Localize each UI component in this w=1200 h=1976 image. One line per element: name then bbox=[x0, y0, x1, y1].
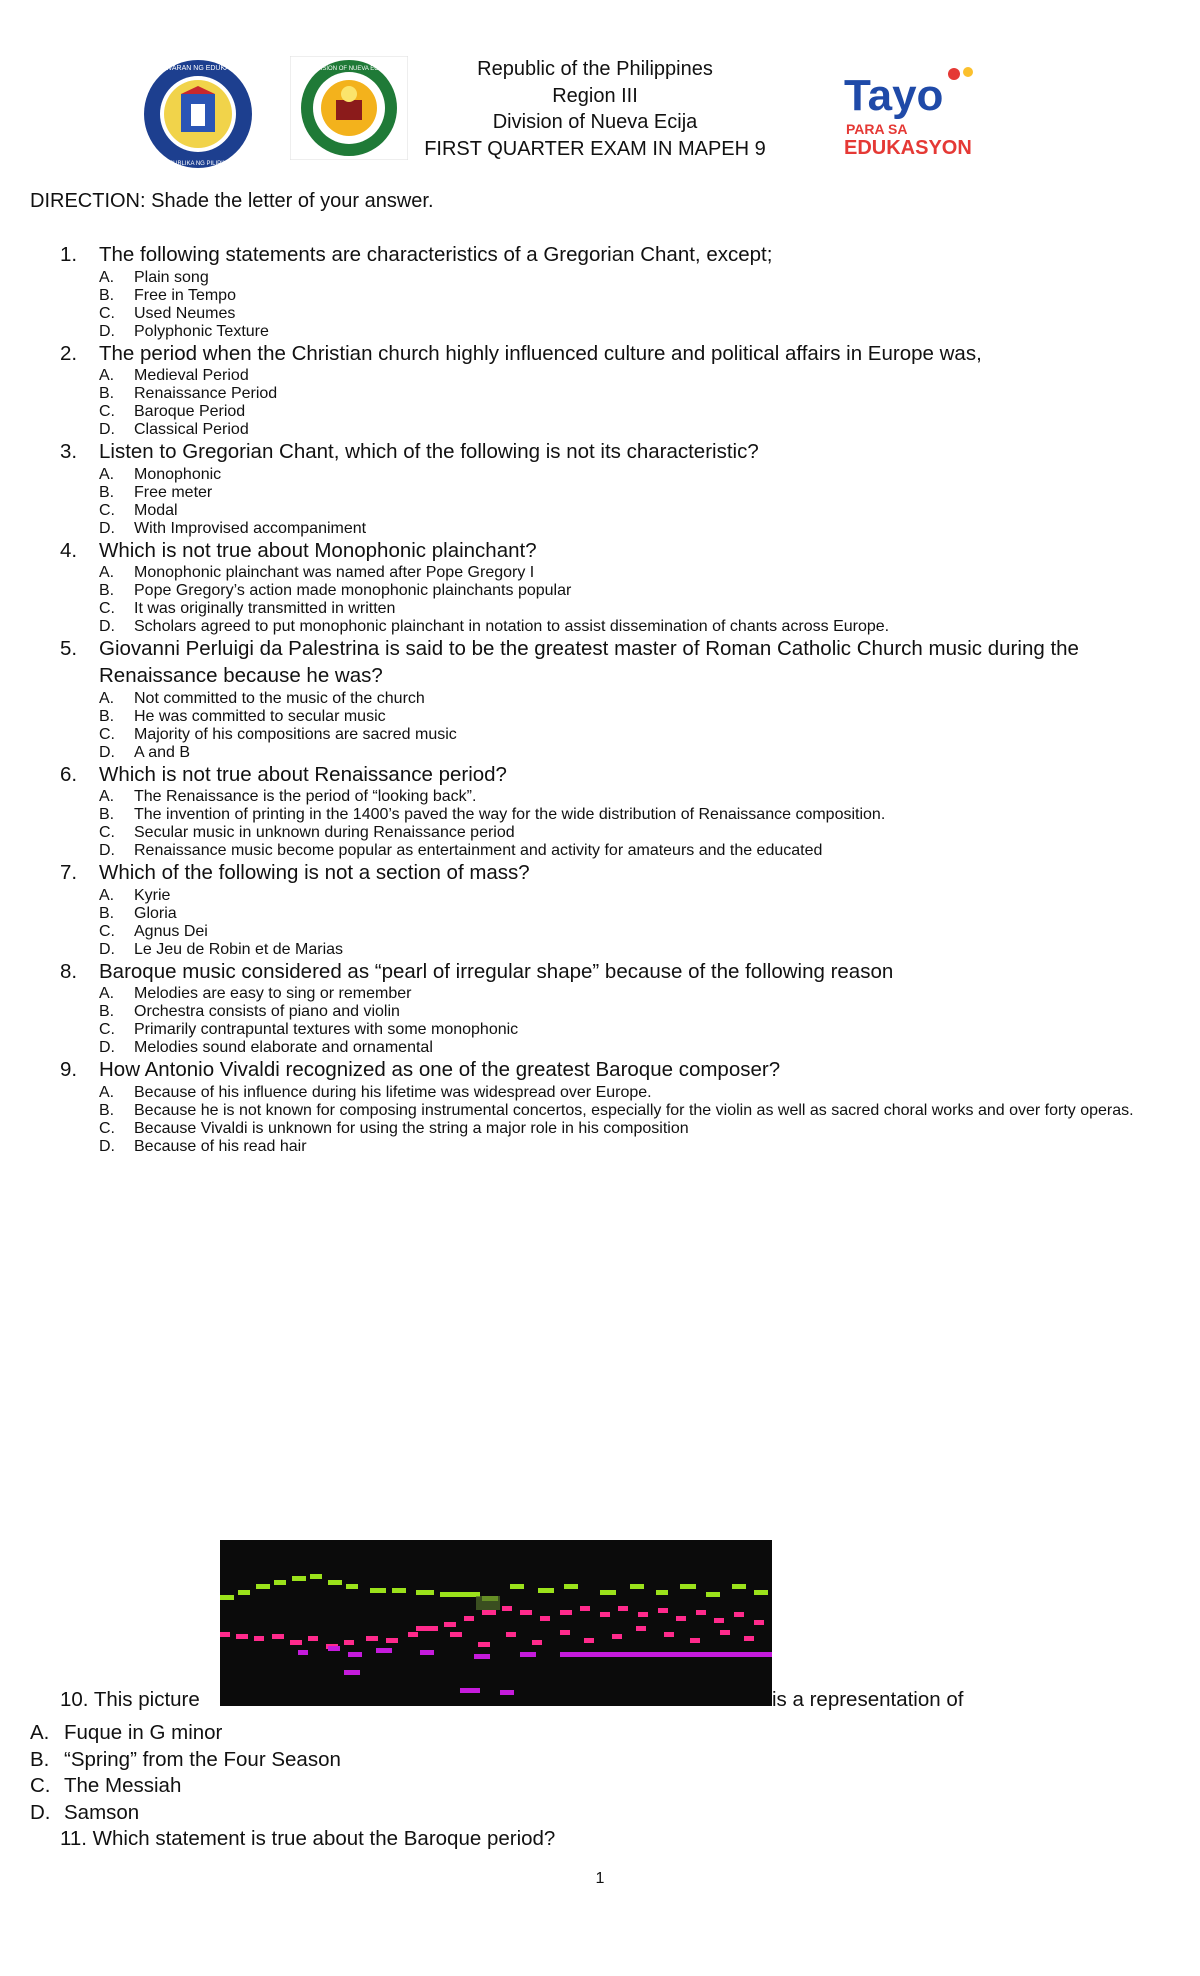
option-text: Samson bbox=[64, 1800, 140, 1824]
purple-note bbox=[298, 1650, 308, 1655]
option-letter: C. bbox=[99, 403, 115, 421]
header-text bbox=[420, 56, 770, 162]
option-text: Gloria bbox=[134, 904, 177, 922]
question-1 bbox=[0, 242, 1200, 269]
option-text: Majority of his compositions are sacred music bbox=[134, 725, 457, 743]
question-text: Which is not true about Monophonic plainchant? bbox=[99, 538, 537, 562]
purple-note bbox=[328, 1646, 340, 1651]
green-note bbox=[256, 1584, 270, 1589]
question-8 bbox=[0, 959, 1200, 986]
pink-note bbox=[540, 1616, 550, 1621]
pink-note bbox=[676, 1616, 686, 1621]
option-text: Baroque Period bbox=[134, 403, 246, 421]
pink-note bbox=[690, 1638, 700, 1643]
pink-note bbox=[502, 1606, 512, 1611]
option-letter: D. bbox=[99, 618, 115, 636]
option-letter: A. bbox=[99, 689, 115, 707]
question-9 bbox=[0, 1057, 1200, 1084]
option-letter: C. bbox=[99, 824, 115, 842]
answer-option[interactable] bbox=[0, 502, 1200, 520]
option-text: Classical Period bbox=[134, 421, 249, 439]
option-text: Pope Gregory’s action made monophonic plainchants popular bbox=[134, 582, 572, 600]
division-seal-logo bbox=[290, 56, 408, 160]
option-text: He was committed to secular music bbox=[134, 707, 386, 725]
pink-note bbox=[416, 1626, 426, 1631]
green-note bbox=[564, 1584, 578, 1589]
option-letter: B. bbox=[99, 286, 115, 304]
question-number: 8. bbox=[60, 959, 78, 983]
answer-option[interactable] bbox=[0, 1003, 1200, 1021]
pink-note bbox=[560, 1610, 572, 1615]
option-letter: B. bbox=[99, 582, 115, 600]
option-text: Melodies sound elaborate and ornamental bbox=[134, 1039, 433, 1057]
pink-note bbox=[560, 1630, 570, 1635]
green-note bbox=[680, 1584, 696, 1589]
question-10-options bbox=[30, 1720, 341, 1826]
pink-note bbox=[444, 1622, 456, 1627]
pink-note bbox=[272, 1634, 284, 1639]
option-letter: B. bbox=[30, 1747, 50, 1771]
option-text: Renaissance Period bbox=[134, 385, 278, 403]
green-note bbox=[370, 1588, 386, 1593]
pink-note bbox=[696, 1610, 706, 1615]
question-10-post-text: is a representation of bbox=[772, 1688, 964, 1711]
piano-roll-image bbox=[220, 1540, 772, 1706]
piano-roll-background bbox=[220, 1540, 772, 1706]
answer-option[interactable] bbox=[0, 600, 1200, 618]
pink-note bbox=[638, 1612, 648, 1617]
answer-option[interactable] bbox=[0, 842, 1200, 860]
option-letter: D. bbox=[30, 1800, 51, 1824]
option-letter: A. bbox=[99, 367, 115, 385]
answer-option[interactable] bbox=[0, 323, 1200, 341]
answer-option[interactable] bbox=[30, 1747, 341, 1774]
option-letter: B. bbox=[99, 904, 115, 922]
question-6 bbox=[0, 762, 1200, 789]
question-number: 9. bbox=[60, 1058, 78, 1082]
option-text: “Spring” from the Four Season bbox=[64, 1747, 341, 1771]
question-number: 3. bbox=[60, 440, 78, 464]
option-letter: D. bbox=[99, 842, 115, 860]
option-letter: D. bbox=[99, 519, 115, 537]
answer-option[interactable] bbox=[0, 744, 1200, 762]
option-letter: B. bbox=[99, 707, 115, 725]
green-note bbox=[656, 1590, 668, 1595]
question-number: 1. bbox=[60, 243, 78, 266]
answer-option[interactable] bbox=[0, 824, 1200, 842]
page-number: 1 bbox=[595, 1870, 605, 1887]
option-letter: D. bbox=[99, 940, 115, 958]
answer-option[interactable] bbox=[0, 1039, 1200, 1057]
option-text: Because he is not known for composing instrumental concertos, especially for the violin as well as sacred choral works and over forty operas. bbox=[134, 1101, 1134, 1119]
option-text: Modal bbox=[134, 501, 178, 519]
option-text: The Messiah bbox=[64, 1774, 182, 1798]
question-number: 2. bbox=[60, 341, 78, 365]
green-note bbox=[328, 1580, 342, 1585]
option-letter: B. bbox=[99, 1003, 115, 1021]
answer-option[interactable] bbox=[0, 726, 1200, 744]
option-text: Used Neumes bbox=[134, 304, 236, 322]
answer-option[interactable] bbox=[0, 466, 1200, 484]
tayo-edukasyon-logo bbox=[842, 62, 990, 162]
option-text: Plain song bbox=[134, 268, 209, 286]
answer-option[interactable] bbox=[0, 287, 1200, 305]
pink-note bbox=[254, 1636, 264, 1641]
pink-note bbox=[600, 1612, 610, 1617]
pink-note bbox=[220, 1632, 230, 1637]
division-seal-text: DIVISION OF NUEVA ECIJA bbox=[310, 66, 388, 72]
option-letter: D. bbox=[99, 743, 115, 761]
question-text: Which is not true about Renaissance period? bbox=[99, 762, 507, 786]
question-number: 4. bbox=[60, 538, 78, 562]
option-text: Because Vivaldi is unknown for using the string a major role in his composition bbox=[134, 1119, 689, 1137]
option-text: The invention of printing in the 1400’s paved the way for the wide distribution of Renaissance composition. bbox=[134, 806, 886, 824]
answer-option[interactable] bbox=[0, 403, 1200, 421]
option-letter: B. bbox=[99, 483, 115, 501]
question-4 bbox=[0, 538, 1200, 565]
pink-note bbox=[734, 1612, 744, 1617]
purple-note bbox=[420, 1650, 434, 1655]
option-letter: C. bbox=[99, 1119, 115, 1137]
green-note bbox=[440, 1592, 480, 1597]
green-note bbox=[510, 1584, 524, 1589]
tayo-logo-sub1: PARA SA bbox=[846, 121, 908, 137]
pink-note bbox=[520, 1610, 532, 1615]
option-text: Kyrie bbox=[134, 886, 171, 904]
option-text: Agnus Dei bbox=[134, 922, 208, 940]
option-letter: C. bbox=[99, 922, 115, 940]
purple-note bbox=[376, 1648, 392, 1653]
tayo-logo-sub2: EDUKASYON bbox=[844, 137, 972, 159]
pink-note bbox=[714, 1618, 724, 1623]
option-text: Renaissance music become popular as entertainment and activity for amateurs and the educated bbox=[134, 842, 823, 860]
green-note bbox=[310, 1574, 322, 1579]
answer-option[interactable] bbox=[0, 1021, 1200, 1039]
question-number: 6. bbox=[60, 762, 78, 786]
purple-note bbox=[344, 1670, 360, 1675]
option-text: Because of his read hair bbox=[134, 1137, 307, 1155]
answer-option[interactable] bbox=[0, 582, 1200, 600]
green-note bbox=[538, 1588, 554, 1593]
option-text: Orchestra consists of piano and violin bbox=[134, 1003, 400, 1021]
pink-note bbox=[344, 1640, 354, 1645]
option-letter: C. bbox=[99, 725, 115, 743]
pink-note bbox=[532, 1640, 542, 1645]
question-text: Which of the following is not a section of mass? bbox=[99, 861, 530, 885]
tayo-logo-main: Tayo bbox=[844, 71, 944, 120]
green-note bbox=[600, 1590, 616, 1595]
option-text: Free meter bbox=[134, 483, 213, 501]
pink-note bbox=[386, 1638, 398, 1643]
answer-option[interactable] bbox=[0, 564, 1200, 582]
answer-option[interactable] bbox=[0, 806, 1200, 824]
option-text: A and B bbox=[134, 743, 191, 761]
question-number: 7. bbox=[60, 861, 78, 885]
answer-option[interactable] bbox=[0, 708, 1200, 726]
option-letter: A. bbox=[99, 985, 115, 1003]
answer-option[interactable] bbox=[30, 1720, 341, 1747]
highlight-glow bbox=[476, 1596, 500, 1610]
green-note bbox=[706, 1592, 720, 1597]
option-letter: A. bbox=[99, 564, 115, 582]
question-7 bbox=[0, 860, 1200, 887]
answer-option[interactable] bbox=[0, 1102, 1200, 1120]
green-note bbox=[416, 1590, 434, 1595]
question-11: 11. Which statement is true about the Baroque period? bbox=[60, 1827, 556, 1850]
header-line-region: Region III bbox=[552, 84, 638, 107]
option-letter: C. bbox=[30, 1774, 51, 1798]
question-text: The following statements are characteristics of a Gregorian Chant, except; bbox=[99, 243, 773, 266]
answer-option[interactable] bbox=[0, 618, 1200, 636]
pink-note bbox=[426, 1626, 438, 1631]
answer-option[interactable] bbox=[0, 421, 1200, 439]
question-text: Listen to Gregorian Chant, which of the following is not its characteristic? bbox=[99, 440, 759, 464]
answer-option[interactable] bbox=[30, 1800, 341, 1827]
question-10-pre-text: 10. This picture bbox=[60, 1688, 200, 1711]
option-text: Primarily contrapuntal textures with some monophonic bbox=[134, 1021, 519, 1039]
option-text: Monophonic plainchant was named after Pope Gregory I bbox=[134, 564, 535, 582]
pink-note bbox=[482, 1610, 496, 1615]
green-note bbox=[238, 1590, 250, 1595]
option-text: Polyphonic Texture bbox=[134, 322, 269, 340]
option-text: Scholars agreed to put monophonic plainchant in notation to assist dissemination of chants across Europe. bbox=[134, 618, 890, 636]
pink-note bbox=[308, 1636, 318, 1641]
option-letter: D. bbox=[99, 322, 115, 340]
answer-option[interactable] bbox=[0, 941, 1200, 959]
deped-seal-text: KAGAWARAN NG EDUKASYON bbox=[146, 65, 250, 72]
question-3 bbox=[0, 439, 1200, 466]
question-text: Baroque music considered as “pearl of irregular shape” because of the following reason bbox=[99, 959, 894, 983]
option-letter: C. bbox=[99, 600, 115, 618]
pink-note bbox=[618, 1606, 628, 1611]
purple-note bbox=[500, 1690, 514, 1695]
purple-note bbox=[520, 1652, 536, 1657]
purple-note bbox=[560, 1652, 772, 1657]
answer-option[interactable] bbox=[30, 1773, 341, 1800]
header-line-division: Division of Nueva Ecija bbox=[492, 111, 698, 133]
green-note bbox=[732, 1584, 746, 1589]
option-text: Free in Tempo bbox=[134, 286, 236, 304]
option-text: It was originally transmitted in written bbox=[134, 600, 396, 618]
purple-note bbox=[348, 1652, 362, 1657]
deped-seal-logo bbox=[137, 58, 259, 176]
question-10 bbox=[60, 1540, 1200, 1715]
green-note bbox=[220, 1595, 234, 1600]
pink-note bbox=[506, 1632, 516, 1637]
option-letter: C. bbox=[99, 501, 115, 519]
option-text: Because of his influence during his lifetime was widespread over Europe. bbox=[134, 1083, 652, 1101]
pink-note bbox=[478, 1642, 490, 1647]
header-line-exam-title: FIRST QUARTER EXAM IN MAPEH 9 bbox=[424, 137, 766, 160]
green-note bbox=[630, 1584, 644, 1589]
answer-option[interactable] bbox=[0, 1084, 1200, 1102]
option-letter: B. bbox=[99, 806, 115, 824]
green-note bbox=[346, 1584, 358, 1589]
option-letter: A. bbox=[99, 465, 115, 483]
pink-note bbox=[450, 1632, 462, 1637]
pink-note bbox=[720, 1630, 730, 1635]
answer-option[interactable] bbox=[0, 985, 1200, 1003]
option-letter: C. bbox=[99, 1021, 115, 1039]
answer-option[interactable] bbox=[0, 269, 1200, 287]
green-note bbox=[292, 1576, 306, 1581]
answer-option[interactable] bbox=[0, 305, 1200, 323]
pink-note bbox=[580, 1606, 590, 1611]
direction-text: DIRECTION: Shade the letter of your answer. bbox=[30, 190, 434, 212]
option-text: The Renaissance is the period of “looking back”. bbox=[134, 788, 477, 806]
option-text: Monophonic bbox=[134, 465, 222, 483]
deped-seal-bottom-text: REPUBLIKA NG PILIPINAS bbox=[160, 161, 236, 167]
option-letter: C. bbox=[99, 304, 115, 322]
option-text: Melodies are easy to sing or remember bbox=[134, 985, 412, 1003]
option-letter: D. bbox=[99, 1137, 115, 1155]
answer-option[interactable] bbox=[0, 923, 1200, 941]
pink-note bbox=[664, 1632, 674, 1637]
pink-note bbox=[754, 1620, 764, 1625]
green-note bbox=[392, 1588, 406, 1593]
pink-note bbox=[636, 1626, 646, 1631]
green-note bbox=[754, 1590, 768, 1595]
option-letter: D. bbox=[99, 421, 115, 439]
question-list bbox=[0, 242, 1200, 1156]
green-note bbox=[274, 1580, 286, 1585]
answer-option[interactable] bbox=[0, 385, 1200, 403]
answer-option[interactable] bbox=[0, 1120, 1200, 1138]
pink-note bbox=[366, 1636, 378, 1641]
purple-note bbox=[460, 1688, 480, 1693]
answer-option[interactable] bbox=[0, 367, 1200, 385]
answer-option[interactable] bbox=[0, 905, 1200, 923]
question-text: Giovanni Perluigi da Palestrina is said to be the greatest master of Roman Catholic Church music during the Renaissance because he was? bbox=[99, 637, 1079, 687]
question-number: 5. bbox=[60, 637, 78, 661]
pink-note bbox=[408, 1632, 418, 1637]
option-letter: A. bbox=[30, 1721, 50, 1744]
option-letter: A. bbox=[99, 1083, 115, 1101]
header-line-republic: Republic of the Philippines bbox=[477, 58, 713, 80]
pink-note bbox=[612, 1634, 622, 1639]
question-2 bbox=[0, 341, 1200, 368]
option-text: Fuque in G minor bbox=[64, 1721, 223, 1744]
answer-option[interactable] bbox=[0, 690, 1200, 708]
page-header bbox=[0, 0, 1200, 170]
option-letter: A. bbox=[99, 886, 115, 904]
answer-option[interactable] bbox=[0, 1138, 1200, 1156]
pink-note bbox=[290, 1640, 302, 1645]
question-5 bbox=[0, 636, 1200, 689]
answer-option[interactable] bbox=[0, 887, 1200, 905]
option-text: Not committed to the music of the church bbox=[134, 689, 425, 707]
pink-note bbox=[744, 1636, 754, 1641]
question-text: How Antonio Vivaldi recognized as one of the greatest Baroque composer? bbox=[99, 1058, 781, 1082]
option-letter: A. bbox=[99, 268, 115, 286]
option-letter: B. bbox=[99, 385, 115, 403]
pink-note bbox=[658, 1608, 668, 1613]
answer-option[interactable] bbox=[0, 484, 1200, 502]
option-letter: D. bbox=[99, 1039, 115, 1057]
option-text: Secular music in unknown during Renaissance period bbox=[134, 824, 515, 842]
answer-option[interactable] bbox=[0, 520, 1200, 538]
option-letter: A. bbox=[99, 788, 115, 806]
option-letter: B. bbox=[99, 1101, 115, 1119]
option-text: With Improvised accompaniment bbox=[134, 519, 367, 537]
pink-note bbox=[236, 1634, 248, 1639]
purple-note bbox=[474, 1654, 490, 1659]
question-text: The period when the Christian church highly influenced culture and political affairs in Europe was, bbox=[99, 341, 982, 365]
option-text: Le Jeu de Robin et de Marias bbox=[134, 940, 344, 958]
option-text: Medieval Period bbox=[134, 367, 249, 385]
answer-option[interactable] bbox=[0, 788, 1200, 806]
pink-note bbox=[464, 1616, 474, 1621]
pink-note bbox=[584, 1638, 594, 1643]
